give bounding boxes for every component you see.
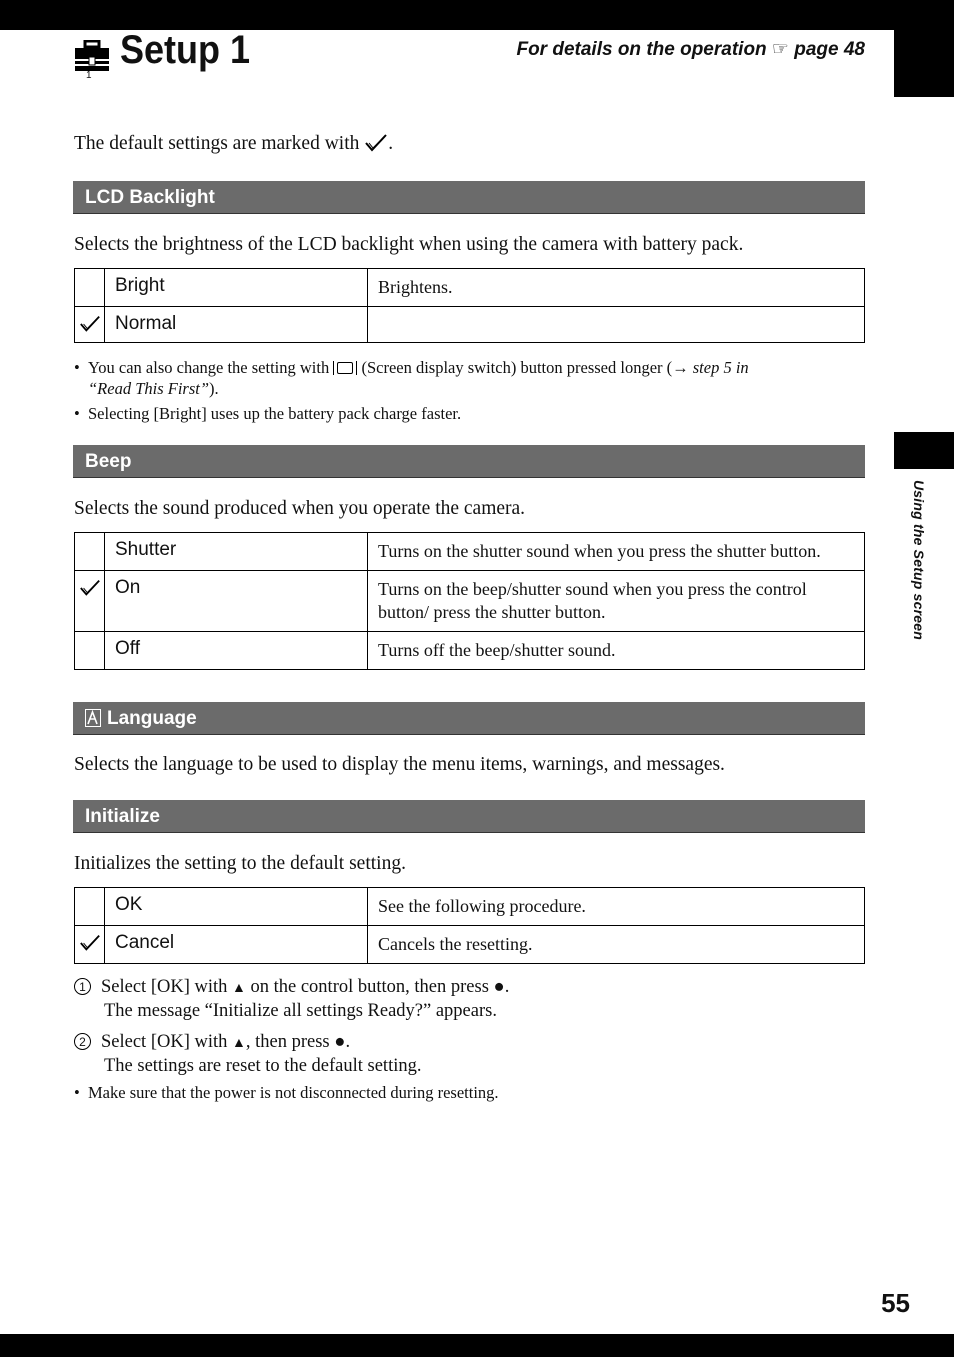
section-beep: Beep [73,445,865,478]
table-row[interactable]: Bright Brightens. [75,269,865,307]
step-1: 1 Select [OK] with ▲ on the control button, then press ●. The message “Initialize all settings Ready?” appears. [74,976,509,1022]
check-icon [364,133,388,153]
language-description: Selects the language to be used to display the menu items, warnings, and messages. [74,754,725,775]
beep-options-table [74,532,865,670]
table-row[interactable]: Cancel Cancels the resetting. [75,926,865,964]
check-icon [79,578,101,598]
center-button-icon: ● [493,977,505,997]
initialize-options-table [74,887,865,964]
table-row[interactable]: On Turns on the beep/shutter sound when you press the control button/ press the shutter button. [75,571,865,632]
triangle-up-icon: ▲ [232,981,246,996]
beep-description: Selects the sound produced when you operate the camera. [74,498,526,519]
toolbox-icon [74,40,110,82]
section-language: Language [73,702,865,735]
check-icon [79,314,101,334]
section-initialize: Initialize [73,800,865,833]
check-icon [79,933,101,953]
icon-subscript: 1 [86,70,92,81]
top-bar [0,0,954,30]
table-row[interactable]: Normal [75,307,865,343]
side-label: Using the Setup screen [911,480,927,640]
center-button-icon: ● [334,1032,346,1052]
page-title: Setup 1 [120,28,251,72]
table-row[interactable]: Shutter Turns on the shutter sound when you press the shutter button. [75,533,865,571]
corner-tab [894,30,954,97]
lcd-note-2: • Selecting [Bright] uses up the battery pack charge faster. [74,404,462,423]
language-icon [85,709,101,727]
triangle-up-icon: ▲ [232,1036,246,1051]
lcd-note-1: • You can also change the setting with (Screen display switch) button pressed longer (→ step 5 in “Read This First”). [74,358,749,398]
initialize-description: Initializes the setting to the default setting. [74,853,406,874]
lcd-description: Selects the brightness of the LCD backlight when using the camera with battery pack. [74,234,744,255]
section-lcd-backlight: LCD Backlight [73,181,865,214]
initialize-note: • Make sure that the power is not disconnected during resetting. [74,1083,499,1102]
bottom-bar [0,1334,954,1357]
lcd-options-table [74,268,865,343]
screen-display-icon [333,361,357,375]
page-number: 55 [881,1288,910,1318]
side-tab [894,432,954,469]
step-2: 2 Select [OK] with ▲, then press ●. The settings are reset to the default setting. [74,1031,421,1077]
table-row[interactable]: OK See the following procedure. [75,888,865,926]
details-link[interactable]: For details on the operation ☞ page 48 [516,39,865,60]
intro-text: The default settings are marked with . [74,133,394,154]
table-row[interactable]: Off Turns off the beep/shutter sound. [75,632,865,670]
